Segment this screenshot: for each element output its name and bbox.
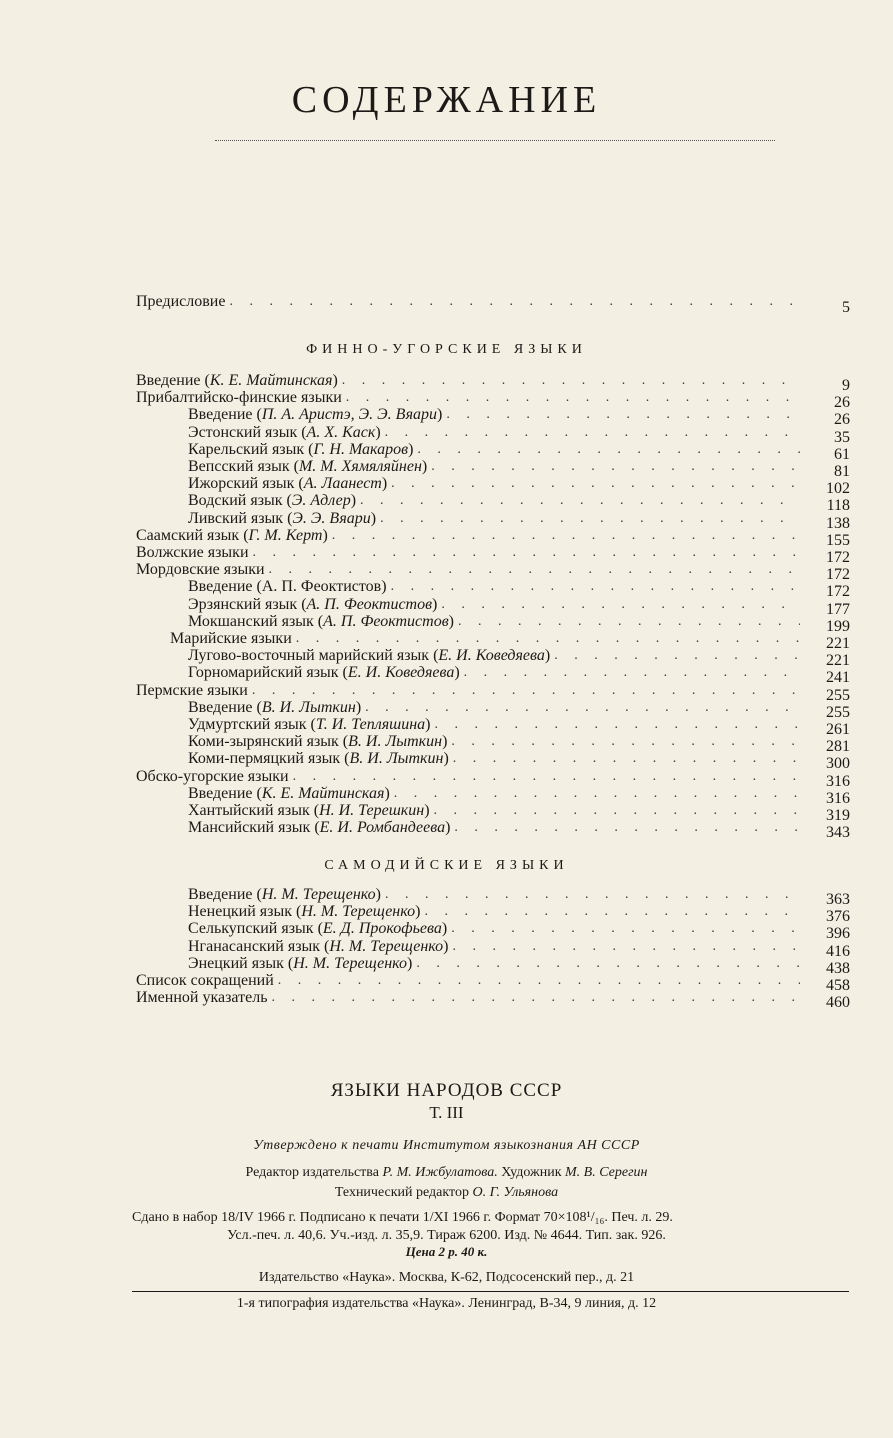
toc-entry-label: Введение ( [188, 698, 262, 716]
toc-entry-title [188, 406, 446, 424]
toc-entry-label: Саамский язык ( [136, 526, 249, 544]
artist-name: М. В. Серегин [565, 1165, 648, 1180]
toc-entry-author: Г. Н. Макаров [313, 440, 409, 458]
toc-leader-dots [431, 458, 800, 476]
toc-entry-label: Селькупский язык ( [188, 920, 323, 938]
toc-entry [188, 785, 800, 803]
toc-entry-author: Н. И. Терешкин [319, 802, 425, 819]
toc-entry-title [188, 441, 417, 459]
artist-label: Художник [501, 1165, 562, 1180]
toc-entry-label: Мордовские языки [136, 561, 265, 579]
toc-entry-paren: ) [381, 475, 388, 493]
toc-page-number: 376 [826, 908, 850, 926]
toc-entry-paren: ) [421, 458, 428, 475]
toc-leader-dots [394, 785, 800, 803]
tech-editor-label: Технический редактор [334, 1185, 469, 1200]
toc-leader-dots [434, 802, 800, 820]
toc-entry-paren: ) [350, 492, 357, 510]
toc-leader-dots [464, 664, 800, 682]
editor-name: Р. М. Ижбулатова. [382, 1165, 498, 1180]
toc-entry-label: Эстонский язык ( [188, 423, 307, 441]
toc-page-number: 155 [826, 531, 850, 549]
toc-leader-dots [441, 596, 800, 614]
toc-leader-dots [296, 630, 800, 648]
toc-entry [136, 972, 800, 990]
toc-entry-author: Н. М. Терещенко [301, 903, 416, 921]
toc-entry-paren: ) [425, 716, 431, 733]
toc-entry-author: Т. И. Тепляшина [315, 716, 426, 733]
toc-entry-title [188, 664, 464, 682]
toc-entry [188, 955, 800, 973]
toc-page-number: 438 [826, 959, 850, 977]
toc-entry-title [188, 475, 391, 493]
toc-page-number: 460 [826, 994, 850, 1012]
toc-entry-paren: ) [432, 595, 438, 613]
toc-leader-dots [458, 613, 800, 631]
toc-entry-title [188, 716, 434, 734]
toc-entry [188, 802, 800, 820]
toc-entry [136, 527, 800, 545]
toc-entry-title [136, 544, 253, 562]
toc-entry-title [188, 647, 554, 665]
toc-entry [188, 492, 800, 510]
toc-page-number: 255 [826, 703, 850, 721]
toc-entry-label: Введение ( [188, 886, 262, 903]
toc-entry-label: Карельский язык ( [188, 440, 314, 458]
toc-entry-title [188, 819, 454, 837]
toc-entry-label: Введение ( [136, 372, 210, 389]
editor-line [0, 1165, 893, 1181]
toc-entry-author: Н. М. Терещенко [293, 954, 408, 972]
toc-entry-title [188, 802, 434, 820]
toc-entry-label: Пермские языки [136, 681, 248, 699]
toc-entry [188, 664, 800, 682]
toc-entry-label: Марийские языки [170, 630, 292, 647]
toc-entry-paren: ) [448, 612, 454, 630]
section-heading-finno-ugric: ФИННО-УГОРСКИЕ ЯЗЫКИ [306, 342, 587, 357]
approval-line: Утверждено к печати Институтом языкознания АН СССР [253, 1138, 640, 1153]
toc-leader-dots [391, 475, 800, 493]
toc-entry [188, 475, 800, 493]
toc-page-number: 177 [826, 600, 850, 618]
toc-page-number: 9 [842, 377, 850, 394]
toc-entry-label: Введение (А. П. Феоктистов) [188, 578, 387, 596]
toc-entry-title [136, 682, 252, 700]
print-details-line-2: Усл.-печ. л. 40,6. Уч.-изд. л. 35,9. Тираж 6200. Изд. № 4644. Тип. зак. 926. [227, 1228, 666, 1243]
toc-leader-dots [385, 886, 800, 904]
print-details-line-1: Сдано в набор 18/IV 1966 г. Подписано к печати 1/XI 1966 г. Формат 70×108¹/₁₆. Печ. л. 29. [132, 1210, 673, 1225]
toc-entry-label: Ижорский язык ( [188, 475, 304, 493]
toc-entry-label: Удмуртский язык ( [188, 716, 316, 733]
toc-entry-paren: ) [415, 903, 421, 921]
toc-page-number: 118 [826, 497, 850, 515]
toc-page-number: 221 [826, 635, 850, 652]
toc-entry [136, 768, 800, 786]
toc-entry-title [136, 372, 342, 390]
toc-entry [188, 716, 800, 734]
toc-page-number: 343 [826, 824, 850, 842]
toc-page-number: 5 [842, 299, 850, 316]
toc-entry-paren: ) [445, 819, 451, 837]
toc-entry-title [188, 699, 365, 717]
toc-entry [136, 389, 800, 407]
toc-entry-title [188, 424, 385, 442]
toc-entry-paren: ) [454, 664, 460, 682]
toc-page-number: 221 [826, 652, 850, 670]
toc-entry-author: Е. Д. Прокофьева [322, 920, 442, 938]
toc-page-number: 316 [826, 789, 850, 807]
toc-entry [188, 406, 800, 424]
toc-entry-title [188, 750, 453, 768]
toc-entry-author: Г. М. Керт [248, 526, 323, 544]
toc-entry-title [188, 510, 380, 528]
toc-entry-label: Горномарийский язык ( [188, 664, 348, 682]
colophon-rule [132, 1291, 849, 1292]
toc-entry [136, 989, 800, 1007]
toc-page-number: 138 [826, 514, 850, 532]
toc-entry-author: А. Лаанест [303, 475, 382, 493]
toc-entry-label: Вепсский язык ( [188, 458, 299, 475]
toc-entry-label: Мансийский язык ( [188, 819, 320, 837]
toc-entry-title [188, 938, 453, 956]
toc-leader-dots [252, 682, 800, 700]
toc-entry-title [136, 389, 346, 407]
toc-leader-dots [269, 561, 800, 579]
toc-page-number: 458 [826, 977, 850, 994]
toc-leader-dots [229, 293, 796, 311]
toc-entry-paren: ) [408, 440, 414, 458]
toc-entry-author: М. М. Хямяляйнен [298, 458, 422, 475]
toc-entry-title [136, 527, 332, 545]
toc-entry [188, 647, 800, 665]
toc-leader-dots [554, 647, 800, 665]
toc-page-number: 300 [826, 755, 850, 773]
toc-entry [188, 750, 800, 768]
title-dotted-rule [215, 140, 775, 141]
toc-page-number: 261 [826, 721, 850, 738]
toc-entry-title [188, 955, 416, 973]
toc-leader-dots [434, 716, 800, 734]
toc-entry-title [136, 972, 278, 990]
toc-entry-label: Введение ( [188, 784, 262, 802]
toc-entry-title [136, 989, 271, 1007]
toc-page-number: 172 [826, 549, 850, 566]
toc-leader-dots [271, 989, 800, 1007]
toc-page-number: 396 [826, 925, 850, 943]
price-line: Цена 2 р. 40 к. [405, 1244, 488, 1259]
toc-page-number: 26 [834, 394, 850, 412]
toc-entry [188, 819, 800, 837]
toc-entry-title [188, 886, 385, 904]
toc-entry [188, 886, 800, 904]
toc-leader-dots [278, 972, 800, 990]
toc-page-number: 363 [826, 891, 850, 908]
toc-entry [170, 630, 800, 648]
toc-leader-dots [453, 938, 801, 956]
toc-entry-title [136, 561, 269, 579]
page-title: СОДЕРЖАНИЕ [291, 79, 602, 121]
toc-entry [188, 903, 800, 921]
toc-entry-author: К. Е. Майтинская [209, 372, 333, 389]
toc-entry-author: П. А. Аристэ, Э. Э. Вяари [261, 406, 437, 424]
toc-entry-label: Введение ( [188, 406, 262, 424]
toc-entry-author: Н. М. Терещенко [329, 937, 444, 955]
toc-entry-author: В. И. Лыткин [261, 698, 356, 716]
toc-entry-title [188, 492, 360, 510]
toc-page-number: 26 [834, 411, 850, 429]
toc-leader-dots [253, 544, 800, 562]
toc-leader-dots [454, 819, 800, 837]
toc-entry [188, 699, 800, 717]
toc-entry-title [188, 920, 451, 938]
toc-leader-dots [424, 903, 800, 921]
toc-entry-author: Э. Э. Вяари [292, 509, 371, 527]
toc-page-number: 416 [826, 942, 850, 960]
toc-entry-author: В. И. Лыткин [349, 750, 444, 768]
toc-leader-dots [446, 406, 800, 424]
toc-page-number: 81 [834, 463, 850, 480]
toc-entry-paren: ) [384, 784, 390, 802]
toc-entry-paren: ) [443, 937, 449, 955]
toc-entry-title [188, 458, 431, 476]
toc-leader-dots [342, 372, 800, 390]
toc-entry-author: А. П. Феоктистов [306, 595, 433, 613]
toc-entry-paren: ) [332, 372, 338, 389]
toc-entry-label: Нганасанский язык ( [188, 937, 330, 955]
toc-entry-author: Н. М. Терещенко [261, 886, 376, 903]
toc-entry-author: Е. И. Коведяева [438, 647, 545, 665]
toc-entry [188, 510, 800, 528]
toc-entry-label: Волжские языки [136, 544, 249, 561]
toc-page-number: 61 [834, 445, 850, 463]
toc-entry-author: Е. И. Коведяева [347, 664, 455, 682]
toc-entry [136, 682, 800, 700]
series-title: ЯЗЫКИ НАРОДОВ СССР [330, 1080, 563, 1101]
printer-line: 1-я типография издательства «Наука». Ленинград, В-34, 9 линия, д. 12 [236, 1296, 657, 1311]
toc-page-number: 102 [826, 480, 850, 498]
toc-entry-author: В. И. Лыткин [348, 733, 443, 751]
section-heading-samoyed: САМОДИЙСКИЕ ЯЗЫКИ [324, 858, 569, 873]
toc-entry [136, 561, 800, 579]
toc-entry [188, 733, 800, 751]
toc-entry-label: Лугово-восточный марийский язык ( [188, 647, 439, 665]
toc-entry-paren: ) [544, 647, 551, 665]
toc-entry-paren: ) [355, 698, 362, 716]
toc-entry [188, 441, 800, 459]
toc-entry-paren: ) [442, 733, 448, 751]
toc-leader-dots [360, 492, 800, 510]
toc-entry-paren: ) [443, 750, 449, 768]
toc-page-number: 319 [826, 807, 850, 824]
toc-entry-label: Водский язык ( [188, 492, 292, 510]
toc-entry-label: Эрзянский язык ( [188, 595, 307, 613]
toc-entry-title: Предисловие [136, 293, 226, 310]
toc-leader-dots [416, 955, 800, 973]
toc-page-number: 172 [826, 566, 850, 584]
toc-entry-label: Список сокращений [136, 972, 274, 989]
toc-page-number: 255 [826, 686, 850, 704]
toc-entry-paren: ) [322, 526, 328, 544]
toc-entry-label: Энецкий язык ( [188, 954, 294, 972]
toc-leader-dots [385, 424, 800, 442]
toc-entry-author: Е. И. Ромбандеева [319, 819, 446, 837]
toc-leader-dots [332, 527, 800, 545]
toc-entry-title [170, 630, 296, 648]
toc-entry-title [188, 596, 441, 614]
toc-entry-paren: ) [407, 954, 413, 972]
toc-entry-title [188, 785, 394, 803]
toc-entry-label: Именной указатель [136, 989, 268, 1007]
volume-number: Т. III [429, 1103, 464, 1122]
toc-entry-label: Мокшанский язык ( [188, 612, 324, 630]
toc-entry [188, 596, 800, 614]
toc-entry-label: Коми-зырянский язык ( [188, 733, 349, 751]
toc-entry-title [188, 578, 391, 596]
toc-entry [188, 920, 800, 938]
toc-entry [136, 544, 800, 562]
tech-editor-name: О. Г. Ульянова [472, 1185, 559, 1200]
toc-entry-title [188, 613, 458, 631]
toc-page-number: 35 [834, 428, 850, 446]
toc-entry-title [188, 903, 424, 921]
toc-entry-label: Прибалтийско-финские языки [136, 389, 342, 407]
toc-page-number: 281 [826, 738, 850, 756]
toc-leader-dots [380, 510, 800, 528]
toc-leader-dots [391, 578, 800, 596]
toc-leader-dots [451, 733, 800, 751]
toc-entry-label: Ливский язык ( [188, 509, 293, 527]
toc-entry-label: Ненецкий язык ( [188, 903, 302, 921]
editor-label: Редактор издательства [245, 1165, 379, 1180]
toc-entry-label: Хантыйский язык ( [188, 802, 320, 819]
toc-entry [188, 613, 800, 631]
toc-entry-paren: ) [437, 406, 443, 424]
toc-entry [188, 424, 800, 442]
toc-entry-label: Коми-пермяцкий язык ( [188, 750, 350, 768]
toc-entry-title [136, 768, 293, 786]
toc-entry-preface [136, 293, 796, 311]
toc-leader-dots [453, 750, 800, 768]
toc-leader-dots [346, 389, 800, 407]
toc-leader-dots [293, 768, 800, 786]
toc-entry-paren: ) [441, 920, 448, 938]
toc-page-number: 241 [826, 669, 850, 687]
toc-entry [136, 372, 800, 390]
toc-entry-paren: ) [424, 802, 430, 819]
toc-entry-paren: ) [375, 886, 381, 903]
toc-entry [188, 938, 800, 956]
toc-entry-label: Обско-угорские языки [136, 767, 289, 785]
toc-leader-dots [365, 699, 800, 717]
toc-page-number: 199 [826, 617, 850, 635]
toc-leader-dots [417, 441, 800, 459]
toc-entry [188, 458, 800, 476]
toc-entry [188, 578, 800, 596]
toc-page-number: 172 [826, 583, 850, 601]
publisher-line: Издательство «Наука». Москва, К-62, Подсосенский пер., д. 21 [258, 1270, 635, 1285]
toc-page-number: 316 [826, 772, 850, 790]
toc-entry-paren: ) [370, 509, 377, 527]
toc-entry-author: К. Е. Майтинская [261, 784, 385, 802]
toc-entry-author: А. П. Феоктистов [323, 612, 449, 630]
toc-entry-title [188, 733, 451, 751]
toc-entry-paren: ) [375, 423, 381, 441]
tech-editor-line [0, 1185, 893, 1201]
toc-entry-author: А. Х. Каск [306, 423, 376, 441]
toc-leader-dots [451, 920, 800, 938]
toc-entry-author: Э. Адлер [291, 492, 351, 510]
